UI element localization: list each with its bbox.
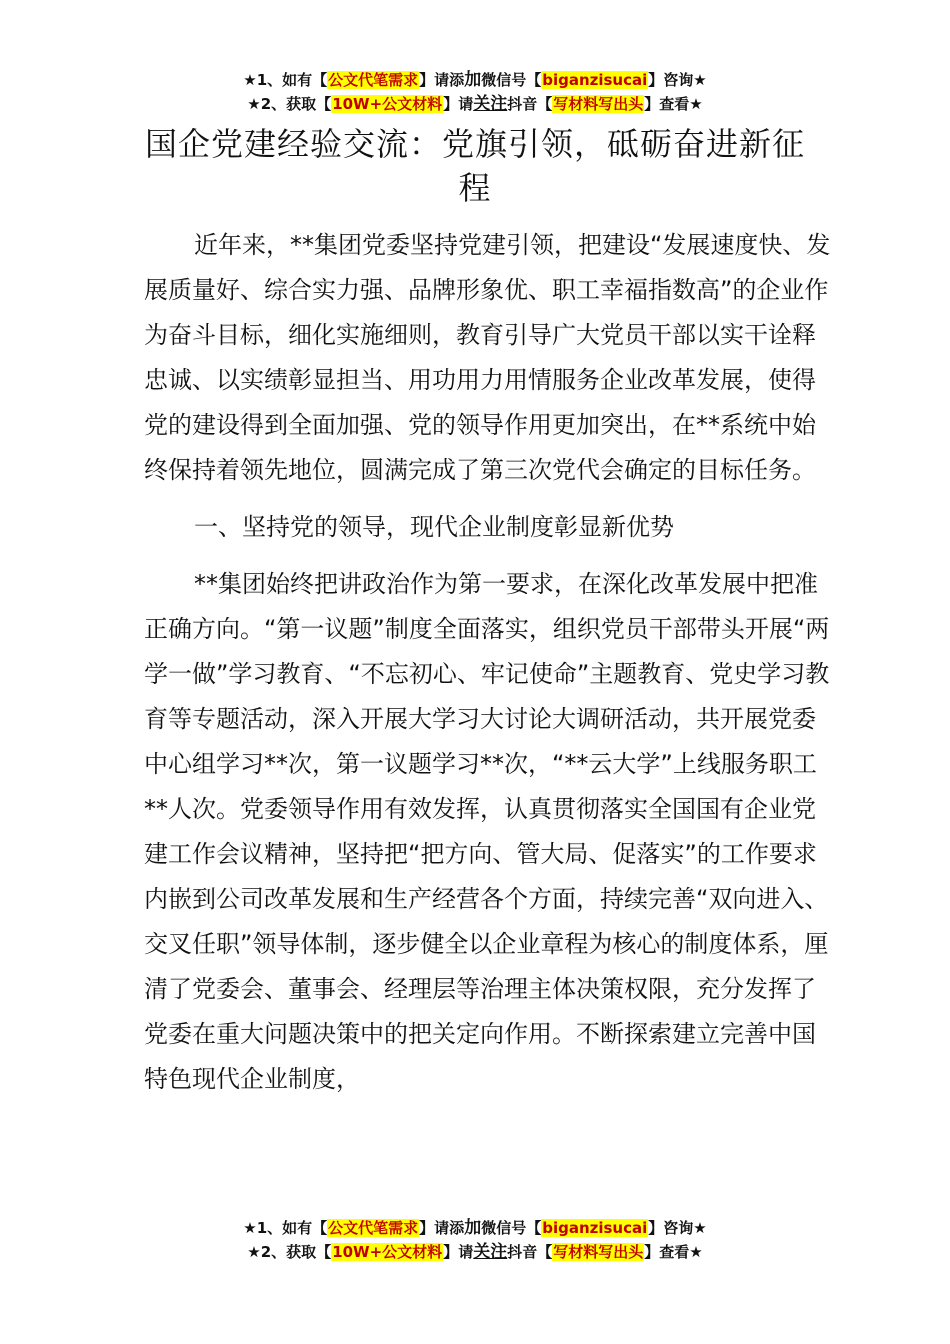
header-banner — [0, 68, 950, 116]
document-title: 国企党建经验交流：党旗引领，砥砺奋进新征程 — [144, 125, 805, 207]
banner-text-emphasis: 加 — [464, 1218, 482, 1238]
banner-text: ★1、如有【 — [243, 71, 328, 89]
banner-line-1 — [0, 1216, 950, 1240]
banner-text: 】咨询★ — [648, 1219, 707, 1237]
banner-highlight-materials: 10W+公文材料 — [332, 1243, 443, 1261]
banner-text: 微信号【 — [481, 71, 542, 89]
banner-line-1 — [0, 68, 950, 92]
banner-text: 】查看★ — [644, 95, 703, 113]
banner-text: ★1、如有【 — [243, 1219, 328, 1237]
banner-text: 】请添 — [419, 1219, 465, 1237]
banner-text: 抖音【 — [507, 95, 553, 113]
banner-text-emphasis: 加 — [464, 70, 482, 90]
banner-text: 】咨询★ — [648, 71, 707, 89]
banner-highlight-materials: 10W+公文材料 — [332, 95, 443, 113]
banner-text: 抖音【 — [507, 1243, 553, 1261]
banner-text: 】请 — [443, 95, 474, 113]
banner-highlight-wechat-id: biganzisucai — [542, 1219, 648, 1237]
footer-banner — [0, 1216, 950, 1264]
banner-text: ★2、获取【 — [247, 95, 332, 113]
banner-line-2 — [0, 92, 950, 116]
banner-text-underlined: 关注 — [473, 94, 508, 114]
paragraph-section-1: **集团始终把讲政治作为第一要求，在深化改革发展中把准正确方向。“第一议题”制度全面落实，组织党员干部带头开展“两学一做”学习教育、“不忘初心、牢记使命”主题教育、党史学习教育等专题活动，深入开展大学习大讨论大调研活动，共开展党委中心组学习**次，第一议题学习**次，“**云大学”上线服务职工**人次。党委领导作用有效发挥，认真贯彻落实全国国有企业党建工作会议精神，坚持把“把方向、管大局、促落实”的工作要求内嵌到公司改革发展和生产经营各个方面，持续完善“双向进入、交叉任职”领导体制，逐步健全以企业章程为核心的制度体系，厘清了党委会、董事会、经理层等治理主体决策权限，充分发挥了党委在重大问题决策中的把关定向作用。不断探索建立完善中国特色现代企业制度， — [144, 570, 830, 1093]
banner-text: ★2、获取【 — [247, 1243, 332, 1261]
banner-highlight-service: 公文代笔需求 — [328, 71, 419, 89]
banner-highlight-account: 写材料写出头 — [553, 95, 644, 113]
document-body — [144, 223, 834, 1114]
section-heading-1: 一、坚持党的领导，现代企业制度彰显新优势 — [194, 513, 674, 541]
banner-text: 】请 — [443, 1243, 474, 1261]
paragraph-intro: 近年来，**集团党委坚持党建引领，把建设“发展速度快、发展质量好、综合实力强、品牌形象优、职工幸福指数高”的企业作为奋斗目标，细化实施细则，教育引导广大党员干部以实干诠释忠诚、以实绩彰显担当、用功用力用情服务企业改革发展，使得党的建设得到全面加强、党的领导作用更加突出，在**系统中始终保持着领先地位，圆满完成了第三次党代会确定的目标任务。 — [144, 231, 831, 484]
banner-text: 】查看★ — [644, 1243, 703, 1261]
banner-text: 微信号【 — [481, 1219, 542, 1237]
banner-line-2 — [0, 1240, 950, 1264]
banner-text: 】请添 — [419, 71, 465, 89]
banner-highlight-service: 公文代笔需求 — [328, 1219, 419, 1237]
banner-text-underlined: 关注 — [473, 1242, 508, 1262]
banner-highlight-wechat-id: biganzisucai — [542, 71, 648, 89]
banner-highlight-account: 写材料写出头 — [553, 1243, 644, 1261]
